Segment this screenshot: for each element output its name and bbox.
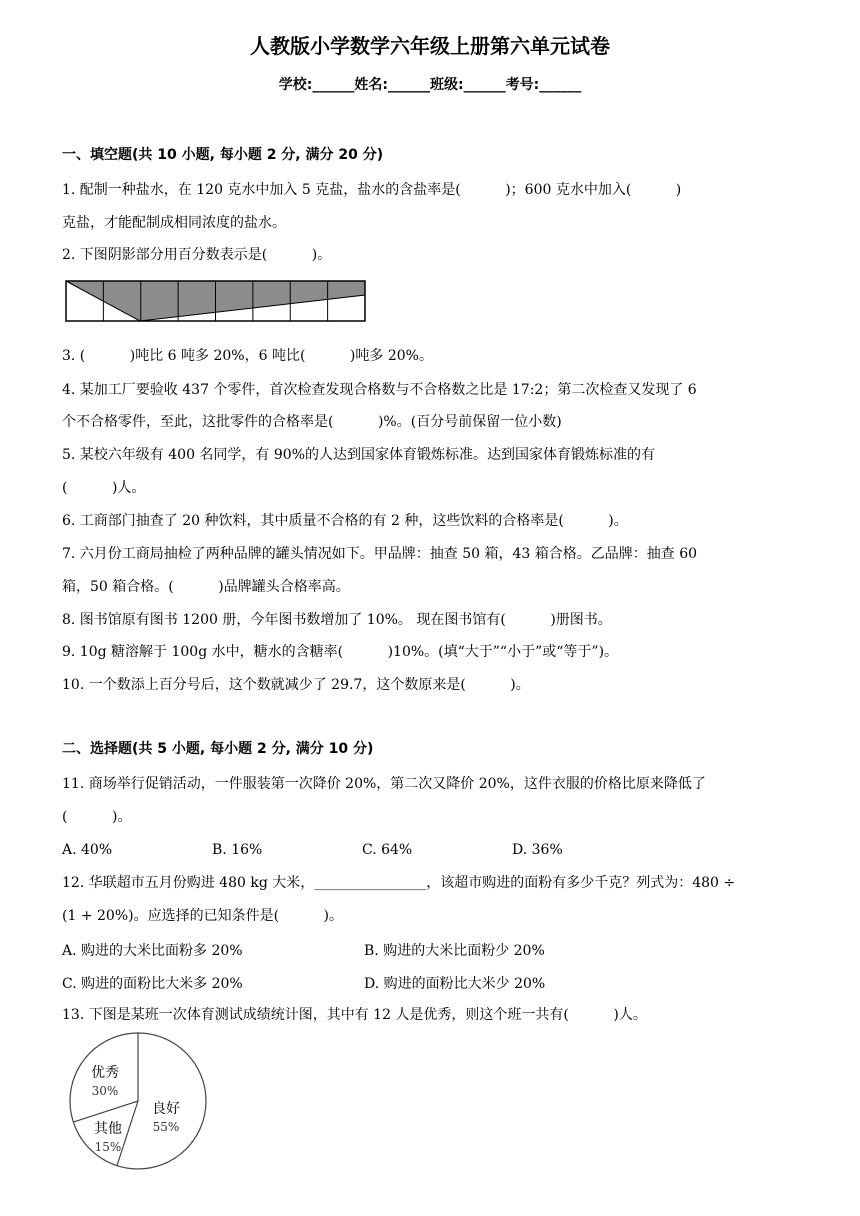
pie-group bbox=[70, 1033, 206, 1169]
section2-heading: 二、选择题(共 5 小题, 每小题 2 分, 满分 10 分) bbox=[62, 741, 374, 757]
q12-line-2: (1 + 20%)。应选择的已知条件是( )。 bbox=[62, 908, 344, 924]
shaded-rectangle-figure bbox=[63, 278, 368, 324]
q1-line-1: 1. 配制一种盐水，在 120 克水中加入 5 克盐，盐水的含盐率是( )；600 克水中加入( ) bbox=[62, 182, 682, 198]
q11-option-a: A. 40% bbox=[62, 842, 113, 858]
pie-percent-label: 30% bbox=[91, 1084, 119, 1098]
section1-heading: 一、填空题(共 10 小题, 每小题 2 分, 满分 20 分) bbox=[62, 147, 384, 163]
q11-option-c: C. 64% bbox=[362, 842, 413, 858]
pie-chart bbox=[66, 1030, 218, 1172]
pie-percent-label: 15% bbox=[94, 1140, 122, 1154]
pie-percent-label: 55% bbox=[152, 1120, 180, 1134]
q10-line: 10. 一个数添上百分号后，这个数就减少了 29.7，这个数原来是( )。 bbox=[62, 677, 530, 693]
q5-line-2: ( )人。 bbox=[62, 480, 146, 496]
q4-line-1: 4. 某加工厂要验收 437 个零件，首次检查发现合格数与不合格数之比是 17:2；第二次检查又发现了 6 bbox=[62, 382, 697, 398]
q5-line-1: 5. 某校六年级有 400 名同学，有 90%的人达到国家体育锻炼标准。达到国家体育锻炼标准的有 bbox=[62, 447, 655, 463]
pie-label: 优秀 bbox=[91, 1065, 119, 1081]
q9-line: 9. 10g 糖溶解于 100g 水中，糖水的含糖率( )10%。(填“大于”“小于”或“等于”)。 bbox=[62, 644, 619, 660]
q11-option-b: B. 16% bbox=[212, 842, 263, 858]
q7-line-2: 箱，50 箱合格。( )品牌罐头合格率高。 bbox=[62, 579, 350, 595]
student-info-line: 学校:______姓名:______班级:______考号:______ bbox=[278, 77, 582, 93]
q2-line: 2. 下图阴影部分用百分数表示是( )。 bbox=[62, 247, 332, 263]
q11-line-2: ( )。 bbox=[62, 809, 132, 825]
q6-line: 6. 工商部门抽查了 20 种饮料，其中质量不合格的有 2 种，这些饮料的合格率是( )。 bbox=[62, 513, 628, 529]
page-title: 人教版小学数学六年级上册第六单元试卷 bbox=[250, 34, 610, 58]
q12-option-a: A. 购进的大米比面粉多 20% bbox=[62, 943, 243, 959]
q12-line-1: 12. 华联超市五月份购进 480 kg 大米，________________，该超市购进的面粉有多少千克？列式为：480 ÷ bbox=[62, 875, 736, 891]
q12-option-d: D. 购进的面粉比大米少 20% bbox=[364, 976, 546, 992]
pie-label: 其他 bbox=[94, 1121, 122, 1137]
q12-option-b: B. 购进的大米比面粉少 20% bbox=[364, 943, 545, 959]
q7-line-1: 7. 六月份工商局抽检了两种品牌的罐头情况如下。甲品牌：抽查 50 箱，43 箱合格。乙品牌：抽查 60 bbox=[62, 546, 698, 562]
q11-option-d: D. 36% bbox=[512, 842, 563, 858]
q1-line-2: 克盐，才能配制成相同浓度的盐水。 bbox=[62, 215, 286, 231]
q13-line: 13. 下图是某班一次体育测试成绩统计图，其中有 12 人是优秀，则这个班一共有( )人。 bbox=[62, 1007, 647, 1023]
q3-line: 3. ( )吨比 6 吨多 20%，6 吨比( )吨多 20%。 bbox=[62, 348, 433, 364]
pie-label: 良好 bbox=[152, 1101, 180, 1117]
q12-option-c: C. 购进的面粉比大米多 20% bbox=[62, 976, 243, 992]
q8-line: 8. 图书馆原有图书 1200 册，今年图书数增加了 10%。 现在图书馆有( )册图书。 bbox=[62, 612, 612, 628]
q11-line-1: 11. 商场举行促销活动，一件服装第一次降价 20%，第二次又降价 20%，这件衣服的价格比原来降低了 bbox=[62, 776, 706, 792]
q4-line-2: 个不合格零件，至此，这批零件的合格率是( )%。(百分号前保留一位小数) bbox=[62, 414, 562, 430]
